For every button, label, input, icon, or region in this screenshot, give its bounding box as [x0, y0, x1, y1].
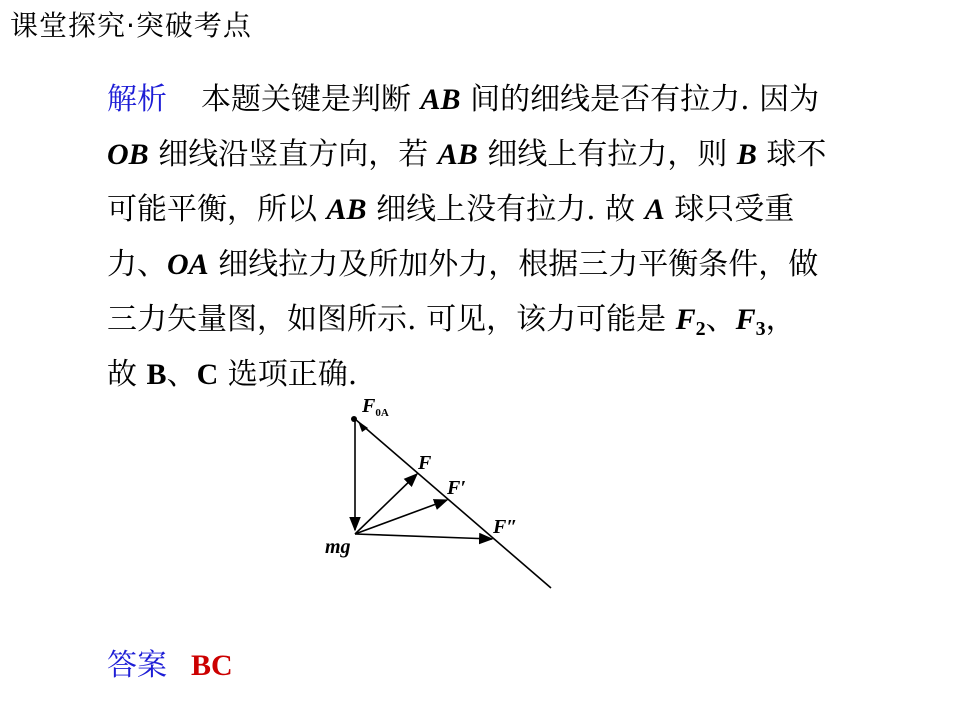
text-span: 、 — [166, 357, 197, 392]
text-span: 细线上有拉力，则 — [477, 137, 737, 172]
vector-f-dprime — [355, 534, 492, 539]
label-f: F — [418, 452, 432, 474]
label-f-prime: F′ — [447, 477, 466, 499]
label-f0a: $F_{0A}$ — [362, 395, 389, 419]
vector-f-prime — [355, 500, 447, 534]
text-span: 本题关键是判断 — [201, 82, 421, 117]
option-span: B — [146, 358, 167, 391]
var-span: B — [736, 138, 757, 171]
text-span: 细线沿竖直方向，若 — [148, 137, 438, 172]
text-span: 、 — [705, 302, 736, 337]
var-span: AB — [326, 193, 367, 226]
var-span: OA — [167, 248, 209, 281]
vector-f — [355, 474, 417, 534]
var-span: F — [675, 303, 696, 336]
text-span: 故 — [107, 357, 147, 392]
text-span: 细线上没有拉力. 故 — [366, 192, 645, 227]
label-mg: mg — [325, 536, 351, 558]
section-header: 课堂探究·突破考点 — [10, 9, 252, 42]
subscript: 3 — [755, 318, 766, 340]
answer-label: 答案 — [107, 648, 167, 683]
answer-row — [107, 640, 233, 684]
text-span: ， — [765, 302, 796, 337]
subscript: 2 — [695, 318, 706, 340]
text-span: 三力矢量图，如图所示. 可见，该力可能是 — [107, 302, 676, 337]
answer-value: BC — [191, 649, 233, 682]
point-dot — [351, 416, 357, 422]
arrowhead-f0a — [358, 421, 368, 432]
var-span: AB — [420, 83, 461, 116]
text-span: 力、 — [107, 247, 167, 282]
diagonal-line — [355, 419, 551, 588]
var-span: F — [735, 303, 756, 336]
text-span: 细线拉力及所加外力，根据三力平衡条件，做 — [208, 247, 819, 282]
text-span: 可能平衡，所以 — [107, 192, 327, 227]
var-span: OB — [107, 138, 149, 171]
text-span: 间的细线是否有拉力. 因为 — [460, 82, 820, 117]
var-span: A — [644, 193, 665, 226]
option-span: C — [196, 358, 219, 391]
text-span: 球只受重 — [664, 192, 795, 227]
var-span: AB — [437, 138, 478, 171]
analysis-label: 解析 — [107, 82, 167, 117]
text-span: 球不 — [756, 137, 827, 172]
label-f-dprime: F″ — [493, 516, 518, 538]
text-span: 选项正确. — [218, 357, 358, 392]
